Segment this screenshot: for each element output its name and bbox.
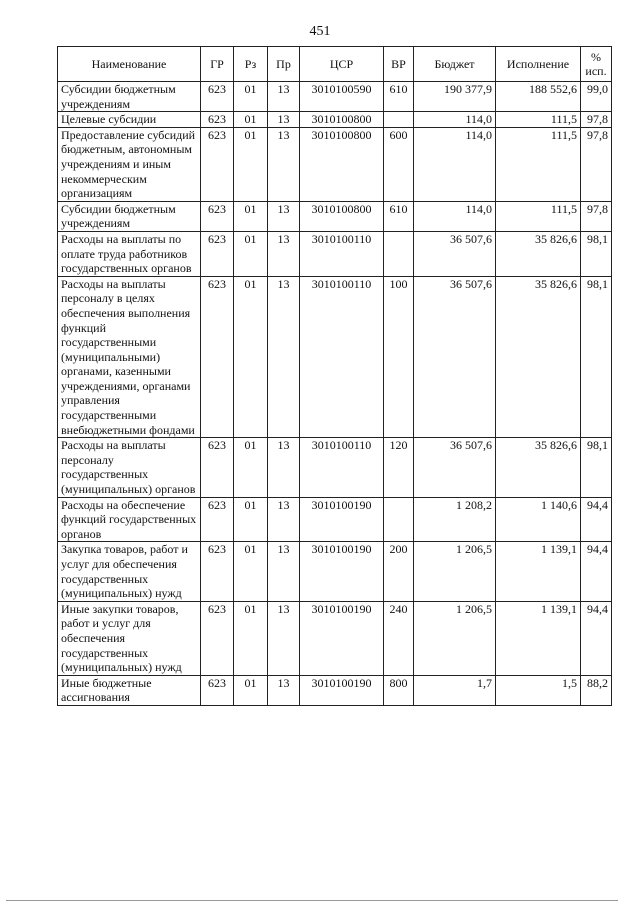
row-pr: 13: [268, 438, 300, 497]
row-pr: 13: [268, 497, 300, 542]
row-csr: 3010100190: [300, 497, 384, 542]
row-gr: 623: [201, 231, 234, 276]
row-percent: 94,4: [581, 497, 612, 542]
col-header-name: Наименование: [58, 47, 201, 82]
row-rz: 01: [234, 127, 268, 201]
table-row: [58, 601, 612, 675]
row-name: Субсидии бюджетным учреждениям: [58, 82, 201, 112]
row-pr: 13: [268, 601, 300, 675]
row-budget: 190 377,9: [414, 82, 496, 112]
row-gr: 623: [201, 201, 234, 231]
row-name: Расходы на выплаты по оплате труда работников государственных органов: [58, 231, 201, 276]
row-pr: 13: [268, 112, 300, 128]
row-execution: 35 826,6: [496, 276, 581, 438]
row-pr: 13: [268, 201, 300, 231]
col-header-pr: Пр: [268, 47, 300, 82]
row-vr: 600: [384, 127, 414, 201]
row-name: Субсидии бюджетным учреждениям: [58, 201, 201, 231]
row-percent: 97,8: [581, 201, 612, 231]
budget-table: [57, 46, 612, 706]
col-header-gr: ГР: [201, 47, 234, 82]
row-pr: 13: [268, 542, 300, 601]
row-percent: 94,4: [581, 601, 612, 675]
row-execution: 188 552,6: [496, 82, 581, 112]
row-csr: 3010100800: [300, 112, 384, 128]
row-vr: 610: [384, 201, 414, 231]
row-rz: 01: [234, 601, 268, 675]
row-budget: 36 507,6: [414, 438, 496, 497]
header-row: [58, 47, 612, 82]
row-name: Расходы на выплаты персоналу в целях обеспечения выполнения функций государственными (муниципальными) органами, казенными учреждениями, органами управления государственными внебюджетными фондами: [58, 276, 201, 438]
col-header-percent: % исп.: [581, 47, 612, 82]
row-rz: 01: [234, 675, 268, 705]
row-percent: 98,1: [581, 438, 612, 497]
row-csr: 3010100590: [300, 82, 384, 112]
row-execution: 1 140,6: [496, 497, 581, 542]
row-pr: 13: [268, 675, 300, 705]
row-gr: 623: [201, 438, 234, 497]
row-pr: 13: [268, 231, 300, 276]
row-execution: 35 826,6: [496, 231, 581, 276]
row-gr: 623: [201, 542, 234, 601]
row-rz: 01: [234, 497, 268, 542]
row-budget: 1 208,2: [414, 497, 496, 542]
table-row: [58, 82, 612, 112]
row-csr: 3010100190: [300, 675, 384, 705]
row-csr: 3010100190: [300, 601, 384, 675]
row-rz: 01: [234, 542, 268, 601]
row-gr: 623: [201, 497, 234, 542]
row-vr: 610: [384, 82, 414, 112]
row-percent: 94,4: [581, 542, 612, 601]
row-budget: 114,0: [414, 127, 496, 201]
row-rz: 01: [234, 276, 268, 438]
page-bottom-rule: [6, 900, 618, 901]
row-budget: 114,0: [414, 201, 496, 231]
row-vr: 200: [384, 542, 414, 601]
row-csr: 3010100190: [300, 542, 384, 601]
row-vr: [384, 231, 414, 276]
row-percent: 98,1: [581, 231, 612, 276]
row-vr: 120: [384, 438, 414, 497]
row-percent: 99,0: [581, 82, 612, 112]
row-name: Иные бюджетные ассигнования: [58, 675, 201, 705]
row-rz: 01: [234, 438, 268, 497]
table-row: [58, 542, 612, 601]
table-row: [58, 497, 612, 542]
row-rz: 01: [234, 112, 268, 128]
row-execution: 111,5: [496, 201, 581, 231]
row-percent: 97,8: [581, 127, 612, 201]
row-vr: 240: [384, 601, 414, 675]
row-csr: 3010100800: [300, 201, 384, 231]
table-row: [58, 276, 612, 438]
row-gr: 623: [201, 112, 234, 128]
row-budget: 114,0: [414, 112, 496, 128]
page-number: 451: [309, 24, 331, 39]
row-vr: [384, 112, 414, 128]
row-execution: 111,5: [496, 112, 581, 128]
table-row: [58, 201, 612, 231]
row-name: Закупка товаров, работ и услуг для обеспечения государственных (муниципальных) нужд: [58, 542, 201, 601]
row-execution: 111,5: [496, 127, 581, 201]
row-vr: 800: [384, 675, 414, 705]
table-row: [58, 231, 612, 276]
row-name: Предоставление субсидий бюджетным, автономным учреждениям и иным некоммерческим организациям: [58, 127, 201, 201]
row-execution: 35 826,6: [496, 438, 581, 497]
row-execution: 1,5: [496, 675, 581, 705]
row-gr: 623: [201, 127, 234, 201]
row-execution: 1 139,1: [496, 542, 581, 601]
row-pr: 13: [268, 127, 300, 201]
row-name: Иные закупки товаров, работ и услуг для обеспечения государственных (муниципальных) нужд: [58, 601, 201, 675]
row-gr: 623: [201, 276, 234, 438]
row-rz: 01: [234, 231, 268, 276]
col-header-execution: Исполнение: [496, 47, 581, 82]
col-header-vr: ВР: [384, 47, 414, 82]
table-row: [58, 675, 612, 705]
row-percent: 88,2: [581, 675, 612, 705]
row-budget: 1 206,5: [414, 601, 496, 675]
col-header-rz: Рз: [234, 47, 268, 82]
row-name: Целевые субсидии: [58, 112, 201, 128]
row-budget: 36 507,6: [414, 231, 496, 276]
row-budget: 1,7: [414, 675, 496, 705]
row-csr: 3010100110: [300, 276, 384, 438]
row-vr: 100: [384, 276, 414, 438]
col-header-budget: Бюджет: [414, 47, 496, 82]
table-row: [58, 127, 612, 201]
row-pr: 13: [268, 82, 300, 112]
row-budget: 1 206,5: [414, 542, 496, 601]
row-csr: 3010100800: [300, 127, 384, 201]
row-name: Расходы на выплаты персоналу государственных (муниципальных) органов: [58, 438, 201, 497]
col-header-csr: ЦСР: [300, 47, 384, 82]
row-csr: 3010100110: [300, 231, 384, 276]
row-budget: 36 507,6: [414, 276, 496, 438]
row-gr: 623: [201, 675, 234, 705]
table-row: [58, 438, 612, 497]
row-name: Расходы на обеспечение функций государственных органов: [58, 497, 201, 542]
row-pr: 13: [268, 276, 300, 438]
row-percent: 98,1: [581, 276, 612, 438]
row-gr: 623: [201, 82, 234, 112]
table-row: [58, 112, 612, 128]
row-csr: 3010100110: [300, 438, 384, 497]
row-gr: 623: [201, 601, 234, 675]
row-rz: 01: [234, 82, 268, 112]
row-percent: 97,8: [581, 112, 612, 128]
row-execution: 1 139,1: [496, 601, 581, 675]
row-rz: 01: [234, 201, 268, 231]
row-vr: [384, 497, 414, 542]
